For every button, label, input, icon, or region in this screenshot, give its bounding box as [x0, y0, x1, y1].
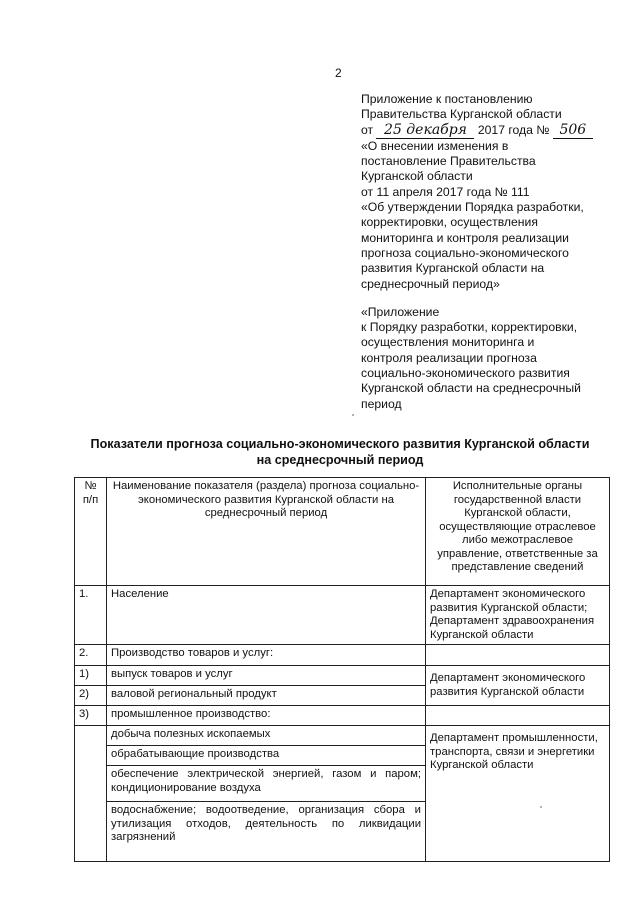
table-row — [75, 586, 610, 645]
row-org-empty — [426, 645, 610, 666]
table-row — [75, 645, 610, 666]
row-num: 2) — [75, 686, 107, 706]
indicators-table — [74, 477, 610, 862]
row-name: обеспечение электрической энергией, газом и паром; кондиционирование воздуха — [107, 766, 426, 802]
appendix-line: мониторинга и контроля реализации — [361, 230, 569, 245]
appendix-date-line — [361, 123, 616, 139]
document-title — [70, 436, 610, 468]
row-org: Департамент промышленности, транспорта, связи и энергетики Курганской области — [426, 726, 610, 862]
row-name: добыча полезных ископаемых — [107, 726, 426, 746]
scan-speck — [540, 806, 542, 808]
header-name: Наименование показателя (раздела) прогноза социально-экономического развития Курганской области на среднесрочный период — [107, 478, 426, 586]
row-num: 1) — [75, 666, 107, 686]
scan-speck — [352, 414, 354, 416]
appendix-line: корректировки, осуществления — [361, 215, 538, 230]
row-name: промышленное производство: — [107, 706, 426, 726]
table-row — [75, 726, 610, 746]
appendix-line: контроля реализации прогноза — [361, 350, 537, 365]
appendix-line: Курганской области на среднесрочный — [361, 381, 581, 396]
appendix-line: Правительства Курганской области — [361, 107, 562, 122]
row-name: Производство товаров и услуг: — [107, 645, 426, 666]
row-name: водоснабжение; водоотведение, организация сбора и утилизация отходов, деятельность по ликвидации загрязнений — [107, 802, 426, 862]
handwritten-date: 25 декабря — [376, 123, 474, 139]
row-org: Департамент экономического развития Курганской области — [426, 666, 610, 706]
appendix-line: Приложение к постановлению — [361, 92, 533, 106]
appendix-block — [361, 92, 616, 412]
row-name: Население — [107, 586, 426, 645]
appendix-line: постановление Правительства — [361, 154, 536, 169]
document-title-line: на среднесрочный период — [256, 453, 424, 467]
header-org: Исполнительные органы государственной власти Курганской области, осуществляющие отраслевое либо межотраслевое управление, ответственные за представление сведений — [426, 478, 610, 586]
appendix-line: социально-экономического развития — [361, 366, 570, 381]
appendix-line: к Порядку разработки, корректировки, — [361, 320, 578, 335]
row-name: обрабатывающие производства — [107, 746, 426, 766]
table-row — [75, 666, 610, 686]
page-number: 2 — [335, 66, 342, 80]
date-suffix: 2017 года № — [477, 122, 550, 137]
row-num — [75, 726, 107, 862]
row-name: выпуск товаров и услуг — [107, 666, 426, 686]
date-prefix: от — [361, 122, 374, 137]
row-num: 1. — [75, 586, 107, 645]
appendix-line: «Приложение — [361, 304, 440, 319]
appendix-line: среднесрочный период» — [361, 276, 500, 291]
table-header-row — [75, 478, 610, 586]
row-name: валовой региональный продукт — [107, 686, 426, 706]
document-title-line: Показатели прогноза социально-экономического развития Курганской области — [90, 437, 590, 451]
row-org-empty — [426, 706, 610, 726]
appendix-line: развития Курганской области на — [361, 261, 545, 276]
appendix-line: осуществления мониторинга и — [361, 335, 535, 350]
table-row — [75, 706, 610, 726]
appendix-line: прогноза социально-экономического — [361, 245, 569, 260]
row-num: 2. — [75, 645, 107, 666]
appendix-line: от 11 апреля 2017 года № 111 — [361, 184, 530, 199]
row-org: Департамент экономического развития Курганской области; Департамент здравоохранения Курганской области — [426, 586, 610, 645]
appendix-line: период — [361, 396, 402, 411]
header-num: № п/п — [75, 478, 107, 586]
row-num: 3) — [75, 706, 107, 726]
appendix-line: Курганской области — [361, 169, 473, 184]
handwritten-number: 506 — [553, 123, 593, 139]
appendix-line: «Об утверждении Порядка разработки, — [361, 200, 584, 215]
appendix-line: «О внесении изменения в — [361, 138, 509, 153]
